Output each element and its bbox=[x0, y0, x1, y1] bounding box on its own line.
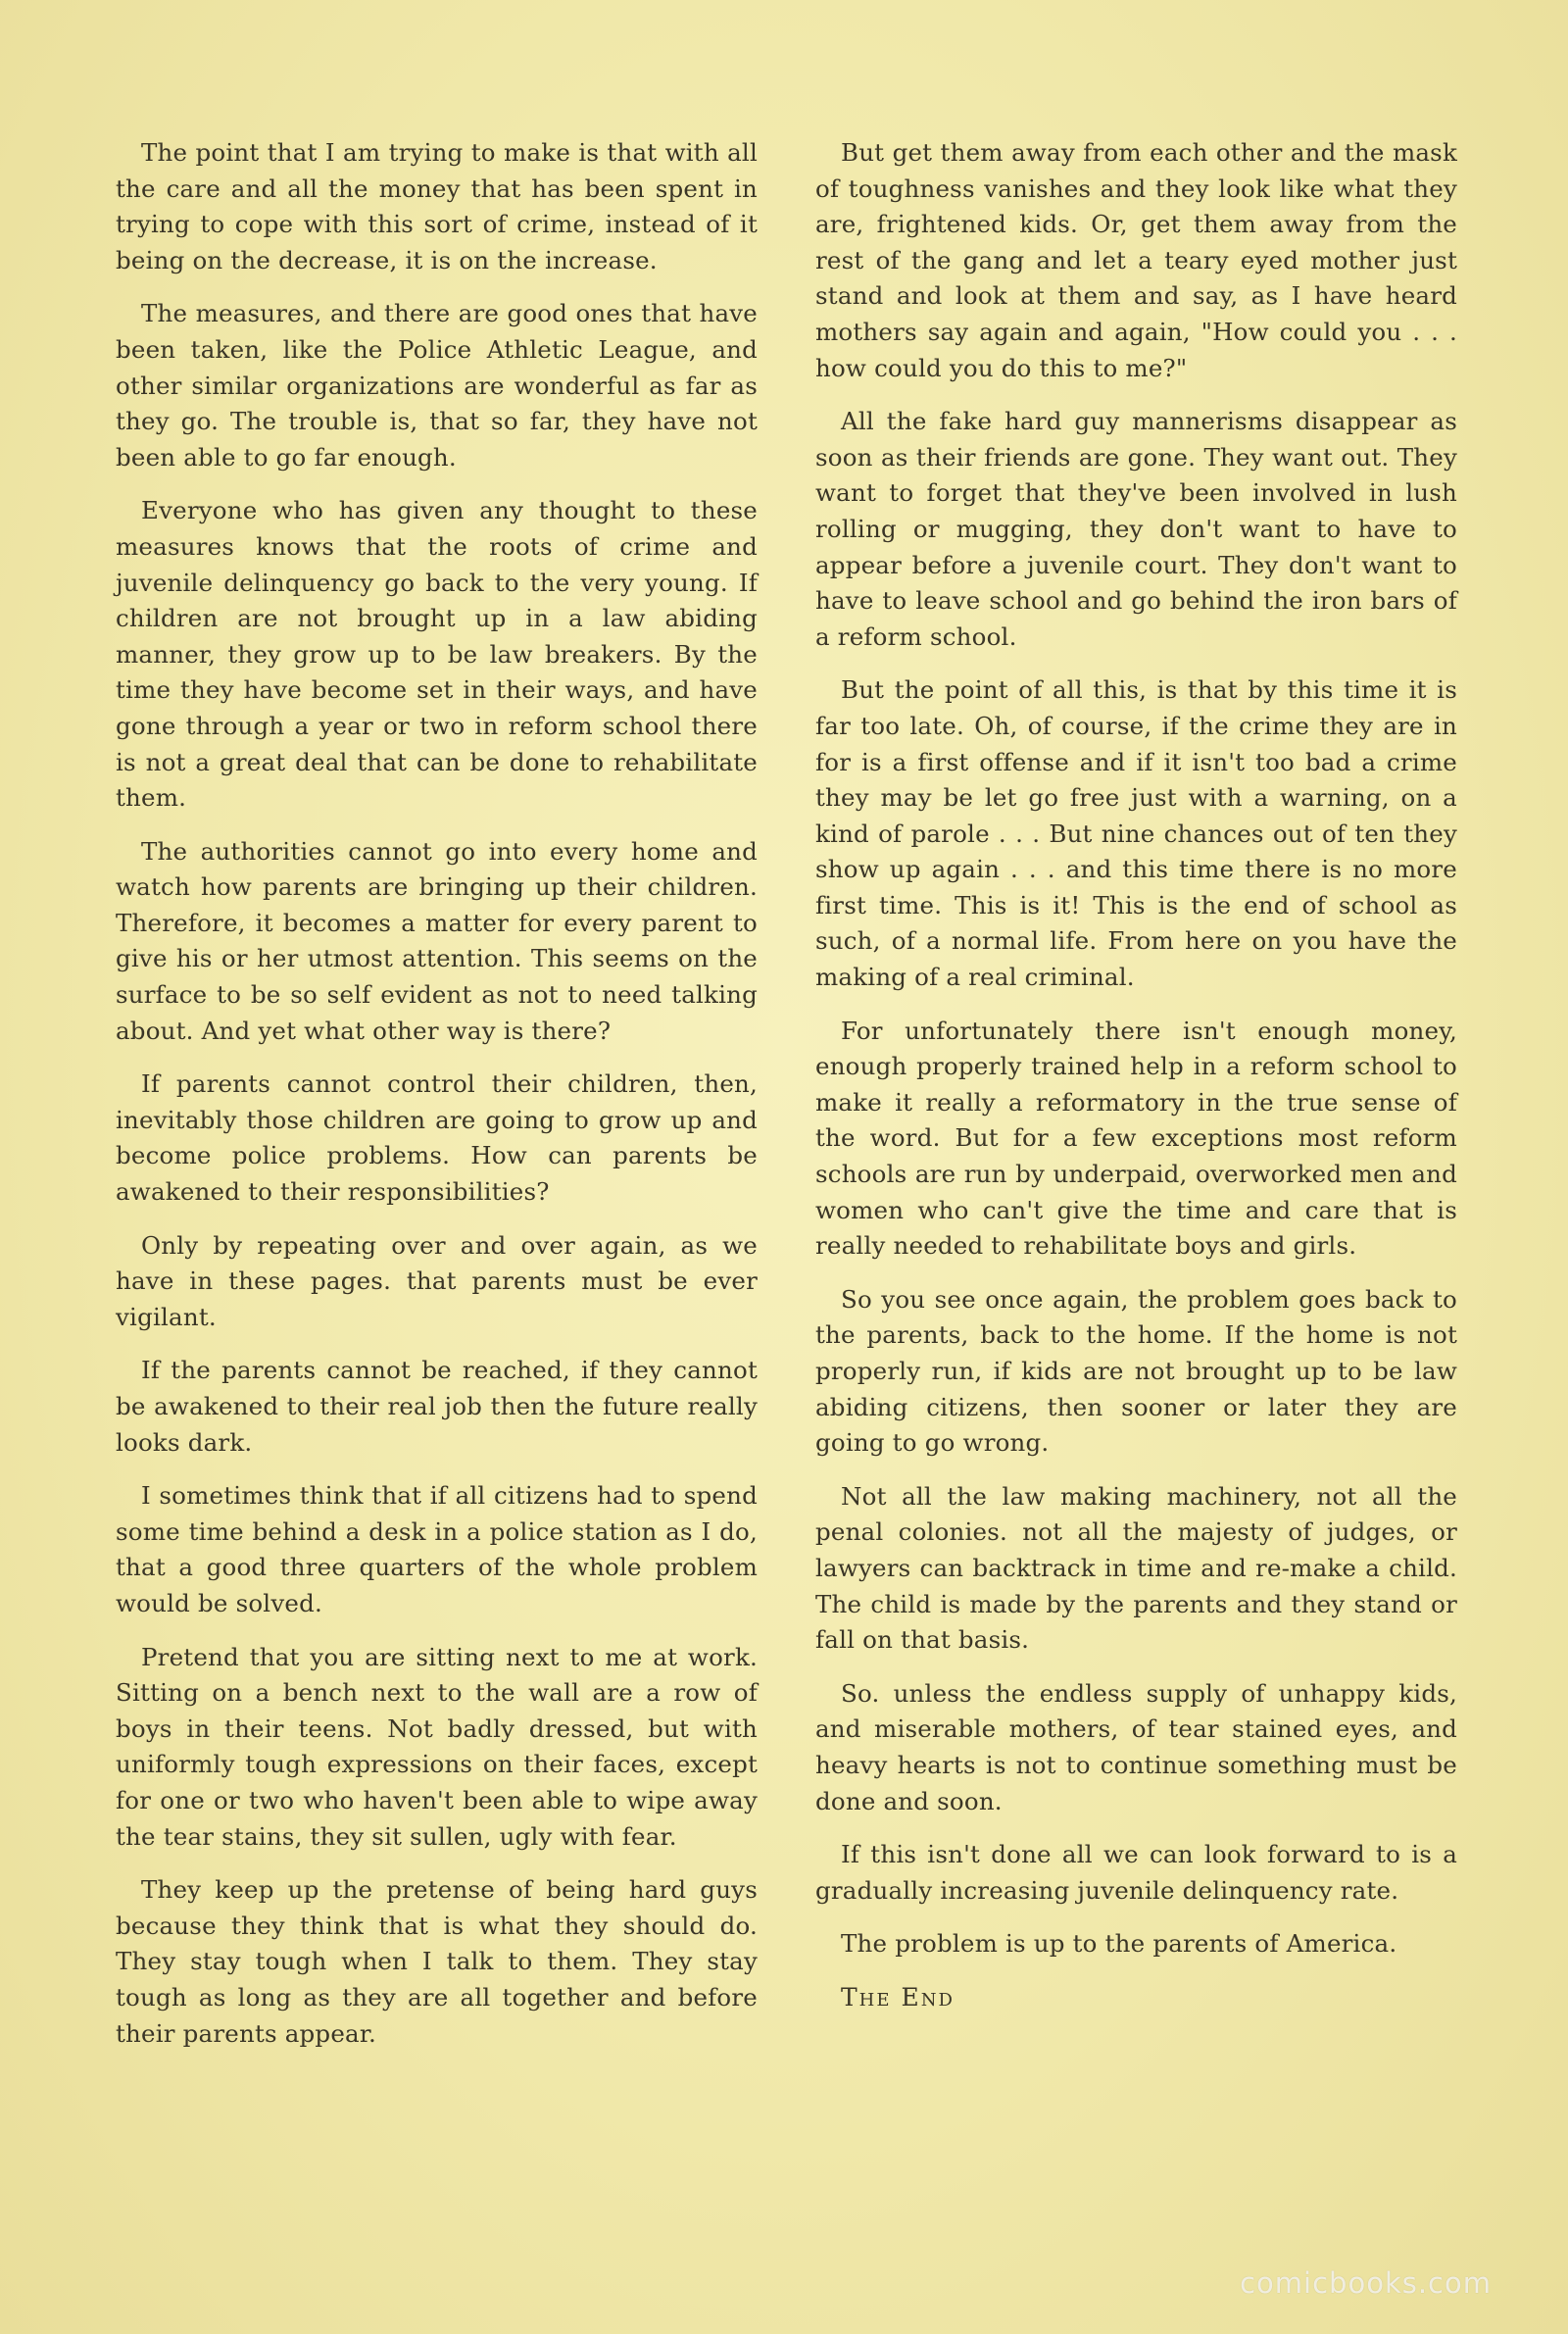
paragraph: The measures, and there are good ones that have been taken, like the Police Athletic League, and other similar organizations are wonderful as far as they go. The trouble is, that so far, they have not been able to go far enough. bbox=[116, 299, 758, 472]
paragraph: The authorities cannot go into every home and watch how parents are bringing up their children. Therefore, it becomes a matter for every parent to give his or her utmost attention. This seems on the surface to be so self evident as not to need talking about. And yet what other way is there? bbox=[116, 836, 758, 1045]
paragraph: Only by repeating over and over again, as we have in these pages. that parents must be ever vigilant. bbox=[116, 1230, 758, 1331]
left-column bbox=[116, 135, 758, 2069]
paragraph: If this isn't done all we can look forward to is a gradually increasing juvenile delinquency rate. bbox=[815, 1840, 1457, 1905]
paragraph: But get them away from each other and the mask of toughness vanishes and they look like what they are, frightened kids. Or, get them away from the rest of the gang and let a teary eyed mother just stand and look at them and say, as I have heard mothers say again and again, "How could you . . . how could you do this to me?" bbox=[815, 138, 1457, 382]
paragraph: So you see once again, the problem goes back to the parents, back to the home. If the home is not properly run, if kids are not brought up to be law abiding citizens, then sooner or later they are going to go wrong. bbox=[815, 1284, 1457, 1458]
paragraph: If parents cannot control their children, then, inevitably those children are going to grow up and become police problems. How can parents be awakened to their responsibilities? bbox=[116, 1069, 758, 1207]
paragraph: If the parents cannot be reached, if they cannot be awakened to their real job then the future really looks dark. bbox=[116, 1356, 758, 1457]
watermark: comicbooks.com bbox=[1240, 2266, 1492, 2300]
paragraph: I sometimes think that if all citizens had to spend some time behind a desk in a police station as I do, that a good three quarters of the whole problem would be solved. bbox=[116, 1481, 758, 1617]
the-end-mark: The End bbox=[841, 1982, 955, 2011]
paragraph: All the fake hard guy mannerisms disappear as soon as their friends are gone. They want out. They want to forget that they've been involved in lush rolling or mugging, they don't want to have to appear before a juvenile court. They don't want to have to leave school and go behind the iron bars of a reform school. bbox=[815, 407, 1457, 651]
paragraph: Pretend that you are sitting next to me at work. Sitting on a bench next to the wall are a row of boys in their teens. Not badly dressed, but with uniformly tough expressions on their faces, except for one or two who haven't been able to wipe away the tear stains, they sit sullen, ugly with fear. bbox=[116, 1642, 758, 1851]
paragraph: For unfortunately there isn't enough money, enough properly trained help in a reform school to make it really a reformatory in the true sense of the word. But for a few exceptions most reform schools are run by underpaid, overworked men and women who can't give the time and care that is really needed to rehabilitate boys and girls. bbox=[815, 1016, 1457, 1261]
paragraph: But the point of all this, is that by this time it is far too late. Oh, of course, if the crime they are in for is a first offense and if it isn't too bad a crime they may be let go free just with a warning, on a kind of parole . . . But nine chances out of ten they show up again . . . and this time there is no more first time. This is it! This is the end of school as such, of a normal life. From here on you have the making of a real criminal. bbox=[815, 675, 1457, 992]
right-column bbox=[815, 135, 1457, 2034]
paragraph: So. unless the endless supply of unhappy kids, and miserable mothers, of tear stained eyes, and heavy hearts is not to continue something must be done and soon. bbox=[815, 1678, 1457, 1815]
paragraph: The point that I am trying to make is that with all the care and all the money that has been spent in trying to cope with this sort of crime, instead of it being on the decrease, it is on the increase. bbox=[116, 138, 758, 274]
paragraph: Not all the law making machinery, not all the penal colonies. not all the majesty of judges, or lawyers can backtrack in time and re-make a child. The child is made by the parents and they stand or fall on that basis. bbox=[815, 1481, 1457, 1655]
paragraph: They keep up the pretense of being hard guys because they think that is what they should do. They stay tough when I talk to them. They stay tough as long as they are all together and before their parents appear. bbox=[116, 1875, 758, 2048]
paragraph: The problem is up to the parents of America. bbox=[841, 1929, 1397, 1959]
paragraph: Everyone who has given any thought to these measures knows that the roots of crime and juvenile delinquency go back to the very young. If children are not brought up in a law abiding manner, they grow up to be law breakers. By the time they have become set in their ways, and have gone through a year or two in reform school there is not a great deal that can be done to rehabilitate them. bbox=[116, 496, 758, 813]
